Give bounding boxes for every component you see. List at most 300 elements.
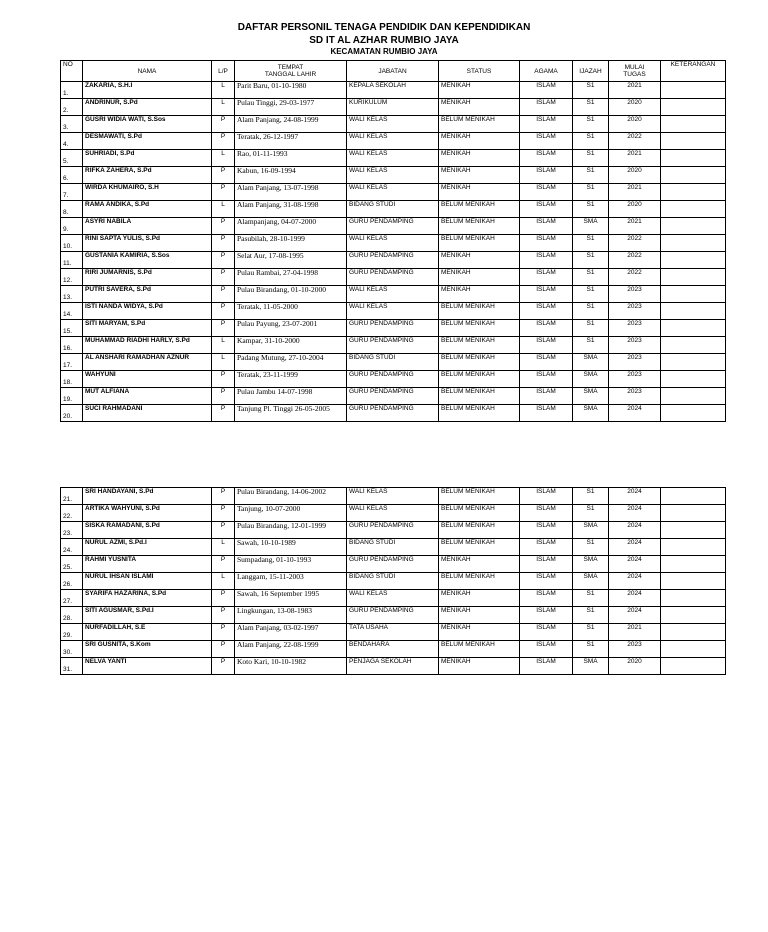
table-row [61, 218, 726, 235]
row-number-cell: 11. [61, 252, 83, 269]
religion-cell: ISLAM [520, 371, 573, 388]
table-row [61, 201, 726, 218]
education-cell: S1 [573, 303, 609, 320]
birth-place-date-cell: Langgam, 15-11-2003 [235, 573, 347, 590]
person-name-cell: SYARIFA HAZARINA, S.Pd [83, 590, 212, 607]
table-row [61, 133, 726, 150]
gender-cell: P [212, 167, 235, 184]
start-year-cell: 2024 [609, 556, 661, 573]
education-cell: S1 [573, 201, 609, 218]
gender-cell: P [212, 405, 235, 422]
religion-cell: ISLAM [520, 539, 573, 556]
start-year-cell: 2024 [609, 505, 661, 522]
row-number-cell: 22. [61, 505, 83, 522]
education-cell: S1 [573, 99, 609, 116]
header-mulai-tugas [609, 61, 661, 82]
person-name-cell: RAMA ANDIKA, S.Pd [83, 201, 212, 218]
row-number-cell: 24. [61, 539, 83, 556]
table-row [61, 590, 726, 607]
birth-place-date-cell: Koto Kari, 10-10-1982 [235, 658, 347, 675]
remarks-cell [661, 607, 726, 624]
start-year-cell: 2023 [609, 286, 661, 303]
birth-place-date-cell: Pulau Birandang, 01-10-2000 [235, 286, 347, 303]
header-mulai-line1: MULAI [624, 64, 645, 71]
table-row [61, 556, 726, 573]
gender-cell: L [212, 573, 235, 590]
table-row [61, 371, 726, 388]
table-row [61, 522, 726, 539]
header-agama: AGAMA [520, 61, 573, 82]
position-cell: WALI KELAS [347, 286, 439, 303]
start-year-cell: 2023 [609, 337, 661, 354]
gender-cell: L [212, 201, 235, 218]
row-number-cell: 4. [61, 133, 83, 150]
religion-cell: ISLAM [520, 505, 573, 522]
header-lp: L/P [212, 61, 235, 82]
position-cell: GURU PENDAMPING [347, 522, 439, 539]
remarks-cell [661, 488, 726, 505]
school-name: SD IT AL AZHAR RUMBIO JAYA [309, 35, 459, 46]
religion-cell: ISLAM [520, 388, 573, 405]
remarks-cell [661, 184, 726, 201]
remarks-cell [661, 252, 726, 269]
start-year-cell: 2020 [609, 167, 661, 184]
remarks-cell [661, 590, 726, 607]
education-cell: S1 [573, 337, 609, 354]
table-row [61, 286, 726, 303]
row-number-cell: 20. [61, 405, 83, 422]
remarks-cell [661, 371, 726, 388]
birth-place-date-cell: Alam Panjang, 03-02-1997 [235, 624, 347, 641]
person-name-cell: ARTIKA WAHYUNI, S.Pd [83, 505, 212, 522]
gender-cell: P [212, 641, 235, 658]
gender-cell: P [212, 388, 235, 405]
remarks-cell [661, 82, 726, 99]
row-number-cell: 5. [61, 150, 83, 167]
position-cell: GURU PENDAMPING [347, 269, 439, 286]
marital-status-cell: BELUM MENIKAH [439, 522, 520, 539]
table-row [61, 354, 726, 371]
marital-status-cell: MENIKAH [439, 99, 520, 116]
birth-place-date-cell: Lingkungan, 13-08-1983 [235, 607, 347, 624]
row-number-cell: 6. [61, 167, 83, 184]
person-name-cell: AL ANSHARI RAMADHAN AZNUR [83, 354, 212, 371]
header-nama: NAMA [83, 61, 212, 82]
person-name-cell: SUHRIADI, S.Pd [83, 150, 212, 167]
gender-cell: P [212, 303, 235, 320]
start-year-cell: 2024 [609, 573, 661, 590]
table-row [61, 488, 726, 505]
table-row [61, 184, 726, 201]
remarks-cell [661, 641, 726, 658]
birth-place-date-cell: Tanjung, 10-07-2000 [235, 505, 347, 522]
person-name-cell: ASYRI NABILA [83, 218, 212, 235]
person-name-cell: ANDRINUR, S.Pd [83, 99, 212, 116]
header-no: NO [61, 61, 83, 82]
row-number-cell: 10. [61, 235, 83, 252]
person-name-cell: SITI MARYAM, S.Pd [83, 320, 212, 337]
religion-cell: ISLAM [520, 82, 573, 99]
person-name-cell: NURUL AZMI, S.Pd.I [83, 539, 212, 556]
personnel-table-page-1 [60, 60, 726, 422]
religion-cell: ISLAM [520, 150, 573, 167]
gender-cell: P [212, 624, 235, 641]
position-cell: GURU PENDAMPING [347, 607, 439, 624]
remarks-cell [661, 624, 726, 641]
remarks-cell [661, 388, 726, 405]
religion-cell: ISLAM [520, 167, 573, 184]
position-cell: PENJAGA SEKOLAH [347, 658, 439, 675]
birth-place-date-cell: Kampar, 31-10-2000 [235, 337, 347, 354]
gender-cell: P [212, 116, 235, 133]
person-name-cell: ISTI NANDA WIDYA, S.Pd [83, 303, 212, 320]
row-number-cell: 30. [61, 641, 83, 658]
person-name-cell: MUHAMMAD RIADHI HARLY, S.Pd [83, 337, 212, 354]
gender-cell: P [212, 658, 235, 675]
table-row [61, 320, 726, 337]
birth-place-date-cell: Rao, 01-11-1993 [235, 150, 347, 167]
marital-status-cell: BELUM MENIKAH [439, 371, 520, 388]
marital-status-cell: BELUM MENIKAH [439, 116, 520, 133]
person-name-cell: NURFADILLAH, S.E [83, 624, 212, 641]
birth-place-date-cell: Pulau Payung, 23-07-2001 [235, 320, 347, 337]
start-year-cell: 2022 [609, 235, 661, 252]
header-mulai-line2: TUGAS [623, 71, 646, 78]
gender-cell: L [212, 354, 235, 371]
position-cell: GURU PENDAMPING [347, 388, 439, 405]
table-row [61, 573, 726, 590]
start-year-cell: 2023 [609, 371, 661, 388]
religion-cell: ISLAM [520, 320, 573, 337]
education-cell: SMA [573, 371, 609, 388]
marital-status-cell: BELUM MENIKAH [439, 405, 520, 422]
education-cell: S1 [573, 252, 609, 269]
marital-status-cell: MENIKAH [439, 624, 520, 641]
religion-cell: ISLAM [520, 607, 573, 624]
table-row [61, 405, 726, 422]
religion-cell: ISLAM [520, 133, 573, 150]
person-name-cell: GUSRI WIDIA WATI, S.Sos [83, 116, 212, 133]
education-cell: S1 [573, 116, 609, 133]
person-name-cell: PUTRI SAVERA, S.Pd [83, 286, 212, 303]
marital-status-cell: BELUM MENIKAH [439, 303, 520, 320]
table-row [61, 235, 726, 252]
row-number-cell: 3. [61, 116, 83, 133]
birth-place-date-cell: Sawah, 10-10-1989 [235, 539, 347, 556]
remarks-cell [661, 337, 726, 354]
position-cell: GURU PENDAMPING [347, 337, 439, 354]
header-keterangan: KETERANGAN [661, 61, 726, 82]
education-cell: S1 [573, 133, 609, 150]
position-cell: KURIKULUM [347, 99, 439, 116]
position-cell: WALI KELAS [347, 505, 439, 522]
person-name-cell: MUT ALFIANA [83, 388, 212, 405]
remarks-cell [661, 505, 726, 522]
education-cell: S1 [573, 235, 609, 252]
district-name: KECAMATAN RUMBIO JAYA [330, 47, 438, 56]
position-cell: GURU PENDAMPING [347, 252, 439, 269]
header-ijazah: IJAZAH [573, 61, 609, 82]
header-status: STATUS [439, 61, 520, 82]
start-year-cell: 2021 [609, 624, 661, 641]
marital-status-cell: BELUM MENIKAH [439, 388, 520, 405]
table-row [61, 505, 726, 522]
gender-cell: P [212, 286, 235, 303]
start-year-cell: 2022 [609, 252, 661, 269]
position-cell: WALI KELAS [347, 167, 439, 184]
religion-cell: ISLAM [520, 590, 573, 607]
gender-cell: P [212, 607, 235, 624]
religion-cell: ISLAM [520, 201, 573, 218]
position-cell: BIDANG STUDI [347, 201, 439, 218]
table-body-page-1 [61, 82, 726, 422]
position-cell: WALI KELAS [347, 303, 439, 320]
birth-place-date-cell: Alam Panjang, 24-08-1999 [235, 116, 347, 133]
birth-place-date-cell: Pulau Birandang, 14-06-2002 [235, 488, 347, 505]
religion-cell: ISLAM [520, 184, 573, 201]
person-name-cell: SRI HANDAYANI, S.Pd [83, 488, 212, 505]
birth-place-date-cell: Pasubilah, 28-10-1999 [235, 235, 347, 252]
remarks-cell [661, 658, 726, 675]
row-number-cell: 26. [61, 573, 83, 590]
education-cell: S1 [573, 607, 609, 624]
position-cell: WALI KELAS [347, 133, 439, 150]
table-body-page-2 [61, 488, 726, 675]
table-row [61, 167, 726, 184]
remarks-cell [661, 522, 726, 539]
remarks-cell [661, 405, 726, 422]
gender-cell: P [212, 252, 235, 269]
marital-status-cell: MENIKAH [439, 286, 520, 303]
row-number-cell: 16. [61, 337, 83, 354]
remarks-cell [661, 235, 726, 252]
marital-status-cell: MENIKAH [439, 590, 520, 607]
person-name-cell: WAHYUNI [83, 371, 212, 388]
education-cell: SMA [573, 573, 609, 590]
birth-place-date-cell: Teratak, 11-05-2000 [235, 303, 347, 320]
gender-cell: L [212, 337, 235, 354]
gender-cell: P [212, 371, 235, 388]
header-jabatan: JABATAN [347, 61, 439, 82]
marital-status-cell: MENIKAH [439, 658, 520, 675]
birth-place-date-cell: Pulau Rambai, 27-04-1998 [235, 269, 347, 286]
education-cell: SMA [573, 522, 609, 539]
start-year-cell: 2021 [609, 82, 661, 99]
religion-cell: ISLAM [520, 522, 573, 539]
remarks-cell [661, 201, 726, 218]
education-cell: S1 [573, 82, 609, 99]
person-name-cell: NURUL IHSAN ISLAMI [83, 573, 212, 590]
start-year-cell: 2022 [609, 269, 661, 286]
table-row [61, 150, 726, 167]
row-number-cell: 29. [61, 624, 83, 641]
marital-status-cell: BELUM MENIKAH [439, 337, 520, 354]
person-name-cell: GUSTANIA KAMIRIA, S.Sos [83, 252, 212, 269]
personnel-table-page-2 [60, 487, 726, 675]
person-name-cell: SITI AGUSMAR, S.Pd.I [83, 607, 212, 624]
religion-cell: ISLAM [520, 337, 573, 354]
gender-cell: L [212, 82, 235, 99]
position-cell: WALI KELAS [347, 150, 439, 167]
person-name-cell: SRI GUSNITA, S.Kom [83, 641, 212, 658]
religion-cell: ISLAM [520, 303, 573, 320]
start-year-cell: 2024 [609, 488, 661, 505]
birth-place-date-cell: Teratak, 26-12-1997 [235, 133, 347, 150]
position-cell: BIDANG STUDI [347, 354, 439, 371]
gender-cell: P [212, 522, 235, 539]
birth-place-date-cell: Sawah, 16 September 1995 [235, 590, 347, 607]
religion-cell: ISLAM [520, 99, 573, 116]
person-name-cell: WIRDA KHUMAIRO, S.H [83, 184, 212, 201]
remarks-cell [661, 573, 726, 590]
religion-cell: ISLAM [520, 235, 573, 252]
marital-status-cell: BELUM MENIKAH [439, 539, 520, 556]
position-cell: WALI KELAS [347, 235, 439, 252]
religion-cell: ISLAM [520, 286, 573, 303]
start-year-cell: 2023 [609, 354, 661, 371]
gender-cell: P [212, 133, 235, 150]
start-year-cell: 2020 [609, 116, 661, 133]
remarks-cell [661, 539, 726, 556]
row-number-cell: 1. [61, 82, 83, 99]
row-number-cell: 21. [61, 488, 83, 505]
education-cell: S1 [573, 590, 609, 607]
start-year-cell: 2024 [609, 405, 661, 422]
marital-status-cell: BELUM MENIKAH [439, 573, 520, 590]
education-cell: SMA [573, 354, 609, 371]
marital-status-cell: BELUM MENIKAH [439, 641, 520, 658]
gender-cell: P [212, 505, 235, 522]
marital-status-cell: BELUM MENIKAH [439, 354, 520, 371]
marital-status-cell: MENIKAH [439, 269, 520, 286]
position-cell: WALI KELAS [347, 590, 439, 607]
person-name-cell: RIFKA ZAHERA, S.Pd [83, 167, 212, 184]
start-year-cell: 2023 [609, 641, 661, 658]
table-row [61, 607, 726, 624]
education-cell: S1 [573, 505, 609, 522]
position-cell: TATA USAHA [347, 624, 439, 641]
position-cell: GURU PENDAMPING [347, 371, 439, 388]
table-row [61, 641, 726, 658]
table-row [61, 82, 726, 99]
person-name-cell: SISKA RAMADANI, S.Pd [83, 522, 212, 539]
gender-cell: L [212, 539, 235, 556]
gender-cell: P [212, 235, 235, 252]
person-name-cell: RIRI JUMARNIS, S.Pd [83, 269, 212, 286]
row-number-cell: 28. [61, 607, 83, 624]
gender-cell: P [212, 184, 235, 201]
row-number-cell: 12. [61, 269, 83, 286]
row-number-cell: 17. [61, 354, 83, 371]
education-cell: S1 [573, 269, 609, 286]
start-year-cell: 2023 [609, 388, 661, 405]
remarks-cell [661, 303, 726, 320]
table-row [61, 337, 726, 354]
education-cell: S1 [573, 184, 609, 201]
education-cell: SMA [573, 388, 609, 405]
start-year-cell: 2023 [609, 303, 661, 320]
marital-status-cell: MENIKAH [439, 252, 520, 269]
row-number-cell: 25. [61, 556, 83, 573]
religion-cell: ISLAM [520, 573, 573, 590]
position-cell: GURU PENDAMPING [347, 320, 439, 337]
remarks-cell [661, 167, 726, 184]
header-ttl-line2: TANGGAL LAHIR [264, 71, 317, 78]
remarks-cell [661, 556, 726, 573]
table-row [61, 624, 726, 641]
marital-status-cell: BELUM MENIKAH [439, 488, 520, 505]
birth-place-date-cell: Alam Panjang, 22-08-1999 [235, 641, 347, 658]
start-year-cell: 2021 [609, 150, 661, 167]
position-cell: WALI KELAS [347, 184, 439, 201]
birth-place-date-cell: Selat Aur, 17-08-1995 [235, 252, 347, 269]
start-year-cell: 2024 [609, 522, 661, 539]
marital-status-cell: MENIKAH [439, 167, 520, 184]
religion-cell: ISLAM [520, 624, 573, 641]
birth-place-date-cell: Sumpadang, 01-10-1993 [235, 556, 347, 573]
position-cell: KEPALA SEKOLAH [347, 82, 439, 99]
remarks-cell [661, 133, 726, 150]
birth-place-date-cell: Alampanjang, 04-07-2000 [235, 218, 347, 235]
birth-place-date-cell: Alam Panjang, 31-08-1998 [235, 201, 347, 218]
gender-cell: P [212, 590, 235, 607]
start-year-cell: 2020 [609, 99, 661, 116]
row-number-cell: 18. [61, 371, 83, 388]
position-cell: GURU PENDAMPING [347, 218, 439, 235]
row-number-cell: 8. [61, 201, 83, 218]
education-cell: S1 [573, 488, 609, 505]
start-year-cell: 2020 [609, 658, 661, 675]
start-year-cell: 2021 [609, 184, 661, 201]
remarks-cell [661, 354, 726, 371]
gender-cell: P [212, 488, 235, 505]
remarks-cell [661, 269, 726, 286]
marital-status-cell: MENIKAH [439, 133, 520, 150]
position-cell: BIDANG STUDI [347, 539, 439, 556]
start-year-cell: 2024 [609, 539, 661, 556]
start-year-cell: 2024 [609, 607, 661, 624]
position-cell: WALI KELAS [347, 116, 439, 133]
table-row [61, 388, 726, 405]
header-ttl-line1: TEMPAT [277, 64, 304, 71]
position-cell: BIDANG STUDI [347, 573, 439, 590]
remarks-cell [661, 116, 726, 133]
table-row [61, 269, 726, 286]
table-row [61, 539, 726, 556]
table-row [61, 252, 726, 269]
marital-status-cell: MENIKAH [439, 607, 520, 624]
start-year-cell: 2021 [609, 218, 661, 235]
row-number-cell: 14. [61, 303, 83, 320]
row-number-cell: 2. [61, 99, 83, 116]
row-number-cell: 7. [61, 184, 83, 201]
gender-cell: P [212, 320, 235, 337]
position-cell: GURU PENDAMPING [347, 405, 439, 422]
person-name-cell: DESMAWATI, S.Pd [83, 133, 212, 150]
education-cell: S1 [573, 286, 609, 303]
row-number-cell: 13. [61, 286, 83, 303]
birth-place-date-cell: Pulau Jambu 14-07-1998 [235, 388, 347, 405]
birth-place-date-cell: Tanjung Pl. Tinggi 26-05-2005 [235, 405, 347, 422]
gender-cell: L [212, 99, 235, 116]
education-cell: S1 [573, 150, 609, 167]
education-cell: SMA [573, 658, 609, 675]
birth-place-date-cell: Alam Panjang, 13-07-1998 [235, 184, 347, 201]
document-title: DAFTAR PERSONIL TENAGA PENDIDIK DAN KEPENDIDIKAN [237, 22, 531, 33]
remarks-cell [661, 99, 726, 116]
education-cell: S1 [573, 539, 609, 556]
start-year-cell: 2024 [609, 590, 661, 607]
